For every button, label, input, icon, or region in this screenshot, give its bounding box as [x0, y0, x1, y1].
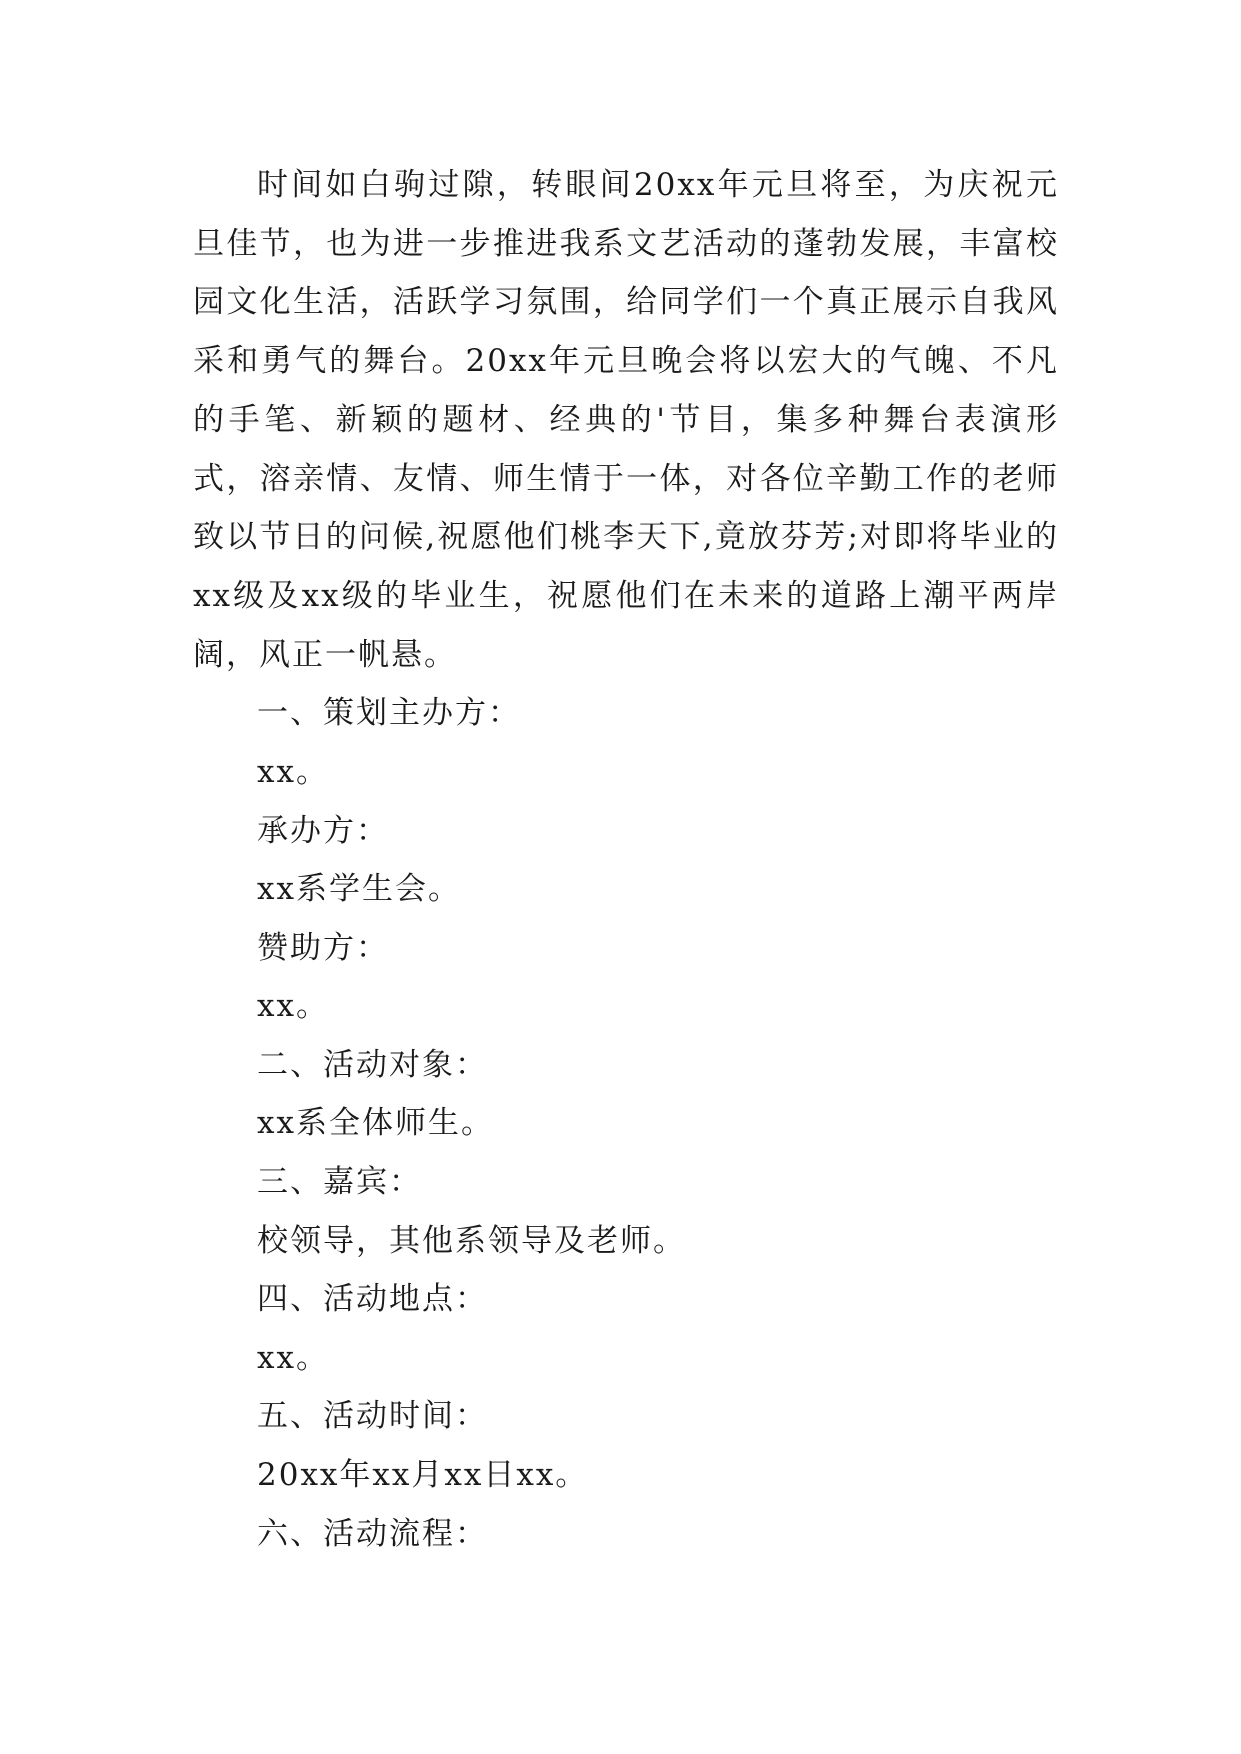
audience-value: xx系全体师生。 — [257, 1105, 494, 1142]
guests-value: 校领导，其他系领导及老师。 — [257, 1222, 686, 1259]
section-heading-venue: 四、活动地点： — [257, 1281, 488, 1318]
sponsor-value: xx。 — [257, 988, 329, 1025]
organizer-value: xx。 — [257, 753, 329, 790]
section-heading-audience: 二、活动对象： — [257, 1046, 488, 1083]
section-heading-organizer: 一、策划主办方： — [257, 695, 521, 732]
document-body — [193, 156, 1059, 1563]
co-organizer-label: 承办方： — [257, 812, 389, 849]
intro-paragraph: 时间如白驹过隙，转眼间20xx年元旦将至，为庆祝元旦佳节，也为进一步推进我系文艺活动的蓬勃发展，丰富校园文化生活，活跃学习氛围，给同学们一个真正展示自我风采和勇气的舞台。20xx年元旦晚会将以宏大的气魄、不凡的手笔、新颖的题材、经典的'节目，集多种舞台表演形式，溶亲情、友情、师生情于一体，对各位辛勤工作的老师致以节日的问候,祝愿他们桃李天下,竟放芬芳;对即将毕业的xx级及xx级的毕业生，祝愿他们在未来的道路上潮平两岸阔，风正一帆悬。 — [193, 167, 1059, 673]
time-value: 20xx年xx月xx日xx。 — [257, 1457, 589, 1494]
co-organizer-value: xx系学生会。 — [257, 871, 461, 908]
sponsor-label: 赞助方： — [257, 929, 389, 966]
section-heading-time: 五、活动时间： — [257, 1398, 488, 1435]
section-heading-guests: 三、嘉宾： — [257, 1164, 422, 1201]
venue-value: xx。 — [257, 1339, 329, 1376]
section-heading-process: 六、活动流程： — [257, 1515, 488, 1552]
